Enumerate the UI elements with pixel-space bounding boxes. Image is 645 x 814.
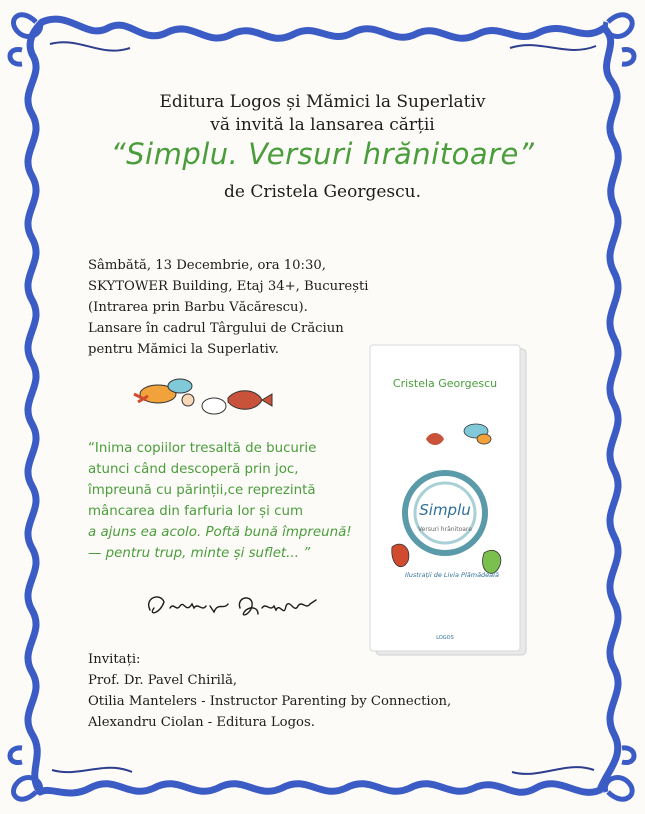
guest-line: Prof. Dr. Pavel Chirilă, xyxy=(88,673,238,688)
event-line: (Intrarea prin Barbu Văcărescu). xyxy=(88,300,308,315)
quote-line: “Inima copiilor tresaltă de bucurie xyxy=(88,441,317,456)
book-cover-author: Cristela Georgescu xyxy=(392,377,498,390)
author-signature xyxy=(140,588,340,628)
event-line: Sâmbătă, 13 Decembrie, ora 10:30, xyxy=(88,258,326,273)
book-cover-title: Simplu xyxy=(419,501,471,519)
quote-line: mâncarea din farfuria lor și cum xyxy=(88,504,304,519)
event-line: Lansare în cadrul Târgului de Crăciun xyxy=(88,321,344,336)
event-line: SKYTOWER Building, Etaj 34+, București xyxy=(88,279,369,294)
quote-line: împreună cu părinții,ce reprezintă xyxy=(88,483,316,498)
fairy-illustration xyxy=(128,372,278,422)
quote-line: atunci când descoperă prin joc, xyxy=(88,462,299,477)
guest-line: Alexandru Ciolan - Editura Logos. xyxy=(88,715,315,730)
header-line-2: vă invită la lansarea cărții xyxy=(210,115,435,135)
book-cover xyxy=(368,343,528,658)
event-line: pentru Mămici la Superlativ. xyxy=(88,342,279,357)
quote-line: a ajuns ea acolo. Poftă bună împreună! xyxy=(88,525,352,540)
guests-title: Invitați: xyxy=(88,652,141,667)
guest-line: Otilia Mantelers - Instructor Parenting by Connection, xyxy=(88,694,452,709)
book-cover-illustrator: Ilustrații de Livia Plămădeală xyxy=(405,571,499,579)
header-line-4: de Cristela Georgescu. xyxy=(223,182,422,202)
quote-line: — pentru trup, minte și suflet... ” xyxy=(88,546,311,561)
book-title: “Simplu. Versuri hrănitoare” xyxy=(110,137,535,171)
header-line-1: Editura Logos și Mămici la Superlativ xyxy=(159,92,486,112)
book-cover-publisher: LOGOS xyxy=(436,635,454,641)
book-cover-subtitle: Versuri hrănitoare xyxy=(418,526,472,533)
